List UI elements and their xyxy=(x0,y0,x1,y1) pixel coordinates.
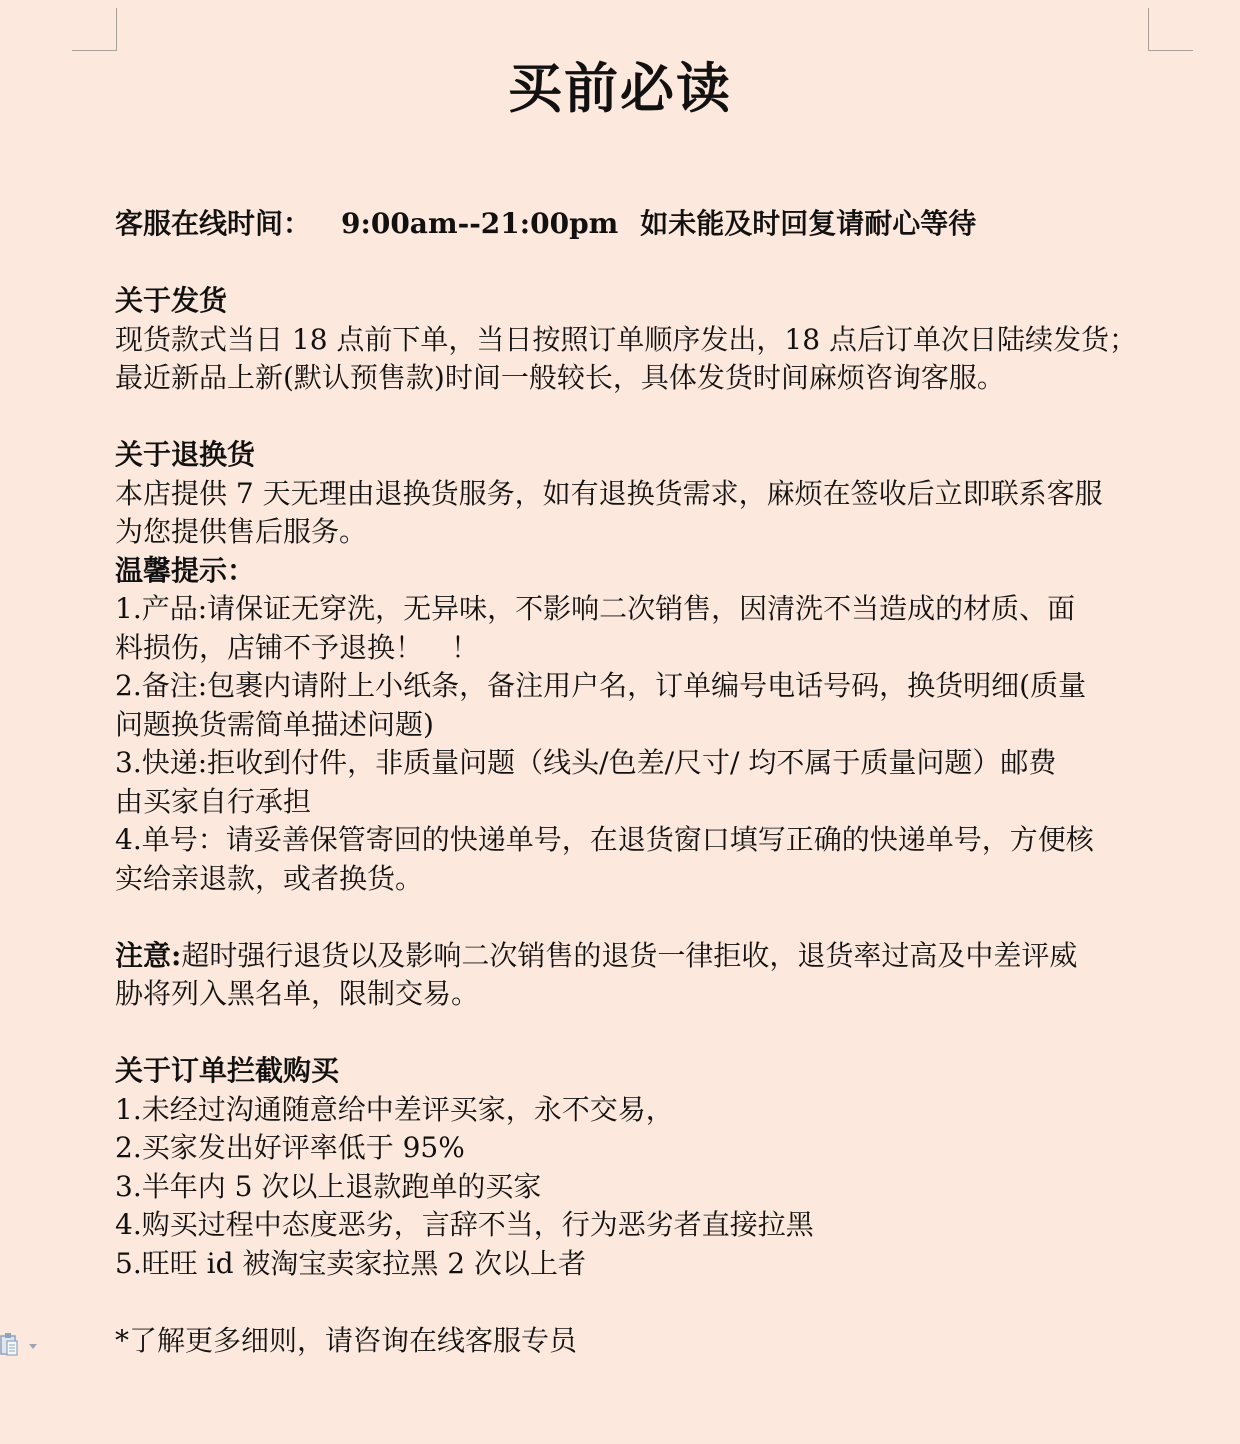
tips-line: 4.单号：请妥善保管寄回的快递单号，在退货窗口填写正确的快递单号，方便核 xyxy=(115,823,1094,856)
spacer xyxy=(115,1014,1155,1053)
blocking-heading: 关于订单拦截购买 xyxy=(115,1054,340,1087)
tips-line: 问题换货需简单描述问题) xyxy=(115,707,434,741)
service-hours-line xyxy=(115,205,1155,244)
tips-line: 2.备注:包裹内请附上小纸条，备注用户名，订单编号电话号码，换货明细(质量 xyxy=(115,669,1087,702)
blocking-item: 1.未经过沟通随意给中差评买家，永不交易， xyxy=(115,1092,674,1126)
returns-line: 本店提供 7 天无理由退换货服务，如有退换货需求，麻烦在签收后立即联系客服 xyxy=(115,476,1103,510)
notice-text: 超时强行退货以及影响二次销售的退货一律拒收，退货率过高及中差评威 xyxy=(181,938,1078,972)
shipping-line: 现货款式当日 18 点前下单，当日按照订单顺序发出，18 点后订单次日陆续发货； xyxy=(115,322,1137,356)
spacer xyxy=(115,398,1155,437)
shipping-line: 最近新品上新(默认预售款)时间一般较长，具体发货时间麻烦咨询客服。 xyxy=(115,361,1005,394)
spacer xyxy=(115,1283,1155,1322)
blocking-item: 3.半年内 5 次以上退款跑单的买家 xyxy=(115,1169,542,1203)
notice-line: 胁将列入黑名单，限制交易。 xyxy=(115,977,480,1010)
spacer xyxy=(115,898,1155,937)
spacer xyxy=(115,244,1155,283)
footer-note: *了解更多细则，请咨询在线客服专员 xyxy=(115,1323,578,1357)
tips-line: 料损伤，店铺不予退换！ ！ xyxy=(115,630,480,664)
document-body xyxy=(115,205,1155,1360)
document-title: 买前必读 xyxy=(508,56,732,120)
tips-line: 1.产品:请保证无穿洗，无异味，不影响二次销售，因清洗不当造成的材质、面 xyxy=(115,592,1076,625)
notice-label: 注意: xyxy=(115,938,182,972)
shipping-heading: 关于发货 xyxy=(115,284,228,317)
blocking-item: 4.购买过程中态度恶劣，言辞不当，行为恶劣者直接拉黑 xyxy=(115,1208,814,1241)
blocking-item: 5.旺旺 id 被淘宝卖家拉黑 2 次以上者 xyxy=(115,1246,587,1280)
returns-heading: 关于退换货 xyxy=(115,438,256,471)
service-hours-time: 9:00am--21:00pm xyxy=(341,207,619,240)
notice-line xyxy=(115,937,1155,976)
tips-line: 实给亲退款，或者换货。 xyxy=(115,861,424,895)
service-hours-note: 如未能及时回复请耐心等待 xyxy=(640,207,977,240)
page-corner-mark-top-left xyxy=(72,8,117,51)
page-corner-mark-top-right xyxy=(1148,8,1193,51)
tips-heading: 温馨提示： xyxy=(115,553,256,587)
service-hours-label: 客服在线时间： xyxy=(115,207,312,240)
blocking-item: 2.买家发出好评率低于 95% xyxy=(115,1131,465,1164)
tips-line: 3.快递:拒收到付件，非质量问题（线头/色差/尺寸/ 均不属于质量问题）邮费 xyxy=(115,746,1057,779)
returns-line: 为您提供售后服务。 xyxy=(115,515,368,548)
paste-options-icon[interactable] xyxy=(0,1332,40,1360)
tips-line: 由买家自行承担 xyxy=(115,784,312,818)
